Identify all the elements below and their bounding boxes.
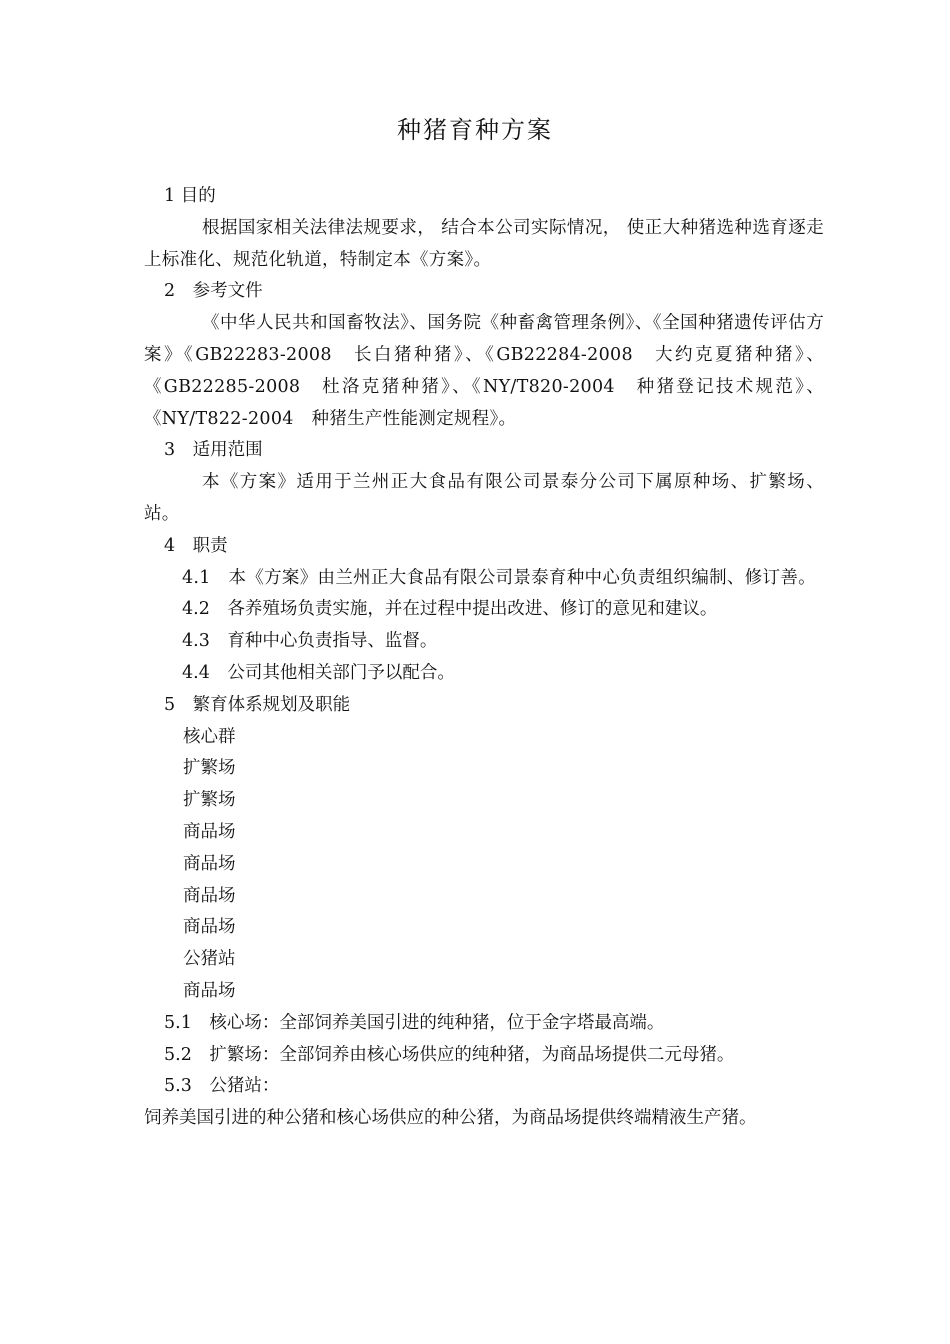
section-heading-references: 2 参考文件	[164, 281, 263, 302]
duty-item: 4.3 育种中心负责指导、监督。	[182, 631, 438, 652]
document-title: 种猪育种方案	[397, 116, 553, 144]
duty-item: 4.1 本《方案》由兰州正大食品有限公司景泰育种中心负责组织编制、修订善。	[182, 567, 816, 588]
duty-item: 4.2 各养殖场负责实施，并在过程中提出改进、修订的意见和建议。	[182, 599, 718, 620]
system-item: 5.1 核心场：全部饲养美国引进的纯种猪，位于金字塔最高端。	[164, 1012, 665, 1033]
pyramid-level-label: 扩繁场	[183, 758, 236, 779]
section-heading-duties: 4 职责	[164, 535, 228, 556]
pyramid-level-label: 商品场	[183, 821, 236, 842]
pyramid-level-label: 商品场	[183, 980, 236, 1001]
references-paragraph: 《中华人民共和国畜牧法》、国务院《种畜禽管理条例》、《全国种猪遗传评估方案》《GB22283-2008 长白猪种猪》、《GB22284-2008 大约克夏猪种猪》、《GB22285-2008 杜洛克猪种猪》、《NY/T820-2004 种猪登记技术规范》、《NY/T822-2004 种猪生产性能测定规程》。	[144, 313, 824, 429]
pyramid-level-label: 商品场	[183, 917, 236, 938]
duty-item: 4.4 公司其他相关部门予以配合。	[182, 662, 455, 683]
system-item: 5.3 公猪站：	[164, 1076, 280, 1097]
section-heading-system: 5 繁育体系规划及职能	[164, 694, 351, 715]
section-heading-scope: 3 适用范围	[164, 440, 263, 461]
pyramid-level-label: 商品场	[183, 853, 236, 874]
section-heading-purpose: 1 目的	[164, 186, 216, 206]
pyramid-level-label: 公猪站	[183, 949, 236, 970]
document-body	[144, 181, 824, 1135]
system-item: 5.2 扩繁场：全部饲养由核心场供应的纯种猪，为商品场提供二元母猪。	[164, 1044, 735, 1065]
pyramid-level-label: 核心群	[183, 726, 236, 747]
pyramid-level-label: 扩繁场	[183, 790, 236, 811]
purpose-paragraph: 根据国家相关法律法规要求， 结合本公司实际情况， 使正大种猪选种选育逐走上标准化、规范化轨道，特制定本《方案》。	[144, 217, 824, 270]
boar-station-description: 饲养美国引进的种公猪和核心场供应的种公猪，为商品场提供终端精液生产猪。	[144, 1108, 757, 1129]
pyramid-level-label: 商品场	[183, 885, 236, 906]
scope-paragraph: 本《方案》适用于兰州正大食品有限公司景泰分公司下属原种场、扩繁场、站。	[144, 472, 824, 524]
